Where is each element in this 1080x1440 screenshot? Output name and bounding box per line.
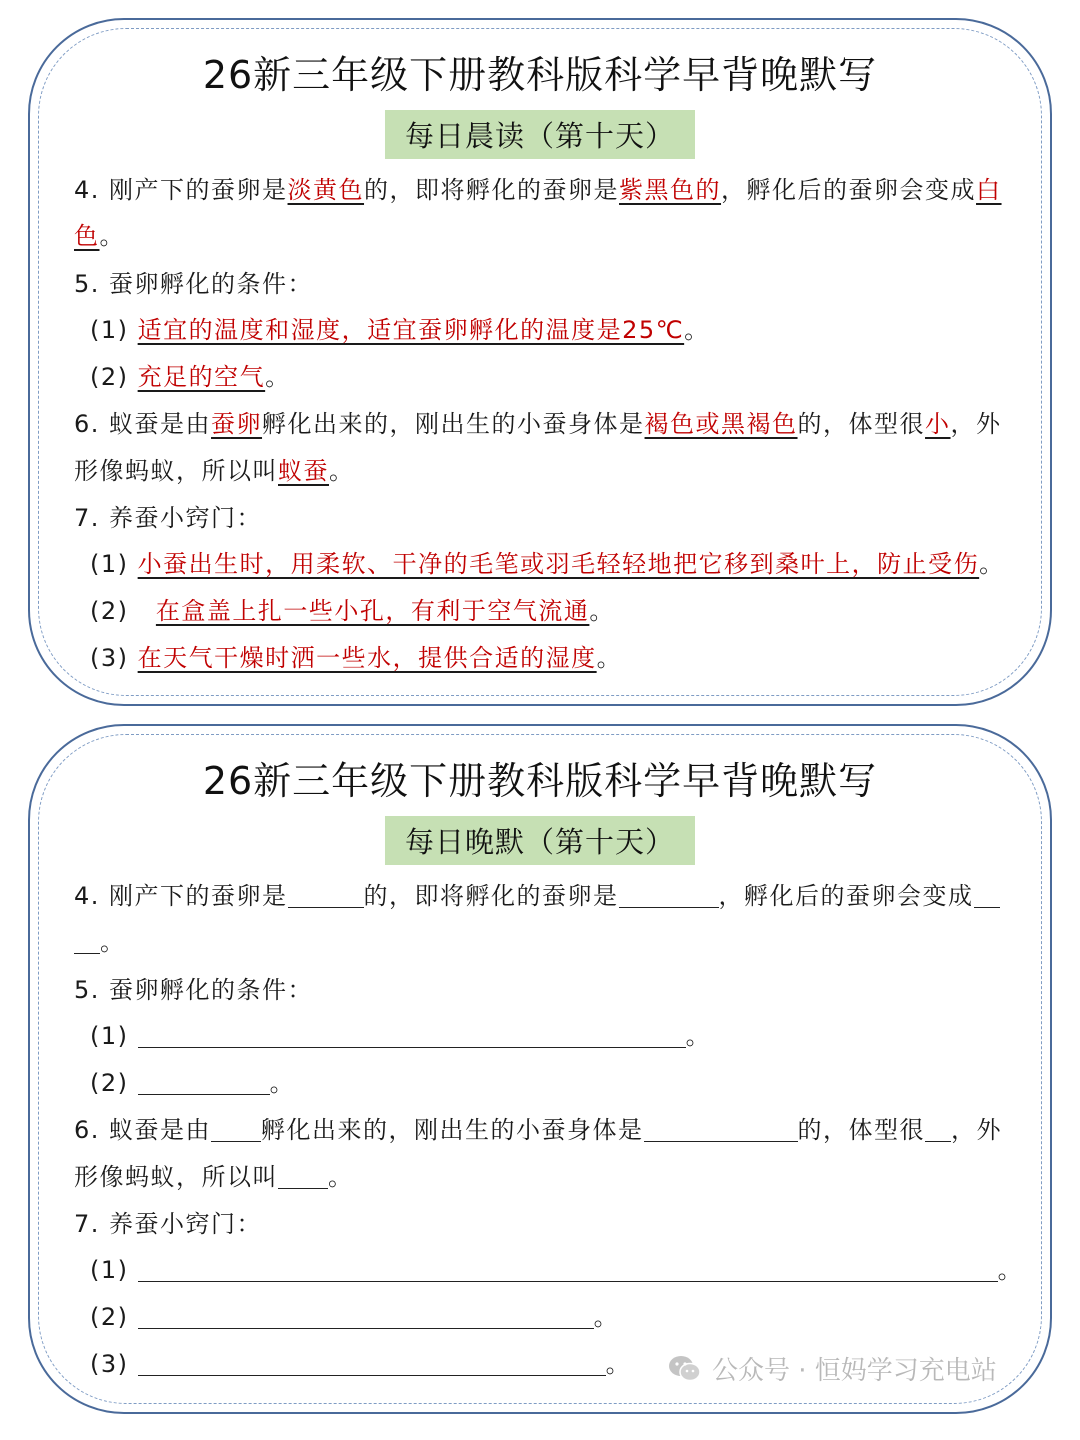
evening-q7: 7. 养蚕小窍门： [74,1210,263,1238]
evening-q5-item2: (2) 。 [90,1069,296,1097]
answer-blank[interactable] [925,1115,951,1142]
morning-q4-line2: 色。 [74,222,125,250]
morning-q5-item1: (1) 适宜的温度和湿度，适宜蚕卵孵化的温度是25℃。 [90,316,710,344]
answer: 在天气干燥时洒一些水，提供合适的湿度 [137,644,597,672]
evening-q7-item2: (2) 。 [90,1303,620,1331]
answer-blank[interactable] [138,1068,270,1095]
answer: 紫黑色的 [619,176,722,204]
evening-q5: 5. 蚕卵孵化的条件： [74,976,314,1004]
answer: 褐色或黑褐色 [644,410,798,438]
answer-blank[interactable] [974,881,1000,908]
answer: 色 [74,222,100,250]
answer-blank[interactable] [74,927,100,954]
answer: 小 [925,410,951,438]
morning-q6-line2: 形像蚂蚁，所以叫蚁蚕。 [74,457,355,485]
morning-q7-item1: (1) 小蚕出生时，用柔软、干净的毛笔或羽毛轻轻地把它移到桑叶上，防止受伤。 [90,550,1005,578]
evening-title: 26新三年级下册教科版科学早背晚默写 [202,759,878,803]
answer-blank[interactable] [138,1302,594,1329]
morning-q7-item3: (3) 在天气干燥时洒一些水，提供合适的湿度。 [90,644,623,672]
answer: 小蚕出生时，用柔软、干净的毛笔或羽毛轻轻地把它移到桑叶上，防止受伤 [137,550,980,578]
evening-q7-item3: (3) 。 [90,1350,632,1378]
answer: 充足的空气 [137,363,266,391]
morning-q6-line1: 6. 蚁蚕是由蚕卵孵化出来的，刚出生的小蚕身体是褐色或黑褐色的，体型很小，外 [74,410,1002,438]
answer: 淡黄色 [287,176,365,204]
answer-blank[interactable] [288,881,364,908]
answer: 在盒盖上扎一些小孔，有利于空气流通 [155,597,590,625]
wechat-icon [668,1354,702,1384]
answer-blank[interactable] [138,1021,686,1048]
evening-q6-line1: 6. 蚁蚕是由 孵化出来的，刚出生的小蚕身体是 的，体型很 ，外 [74,1116,1003,1144]
watermark [668,1350,997,1387]
answer-blank[interactable] [211,1115,261,1142]
answer: 白 [976,176,1002,204]
answer-blank[interactable] [278,1162,328,1189]
watermark-text: 公众号 · 恒妈学习充电站 [712,1356,997,1386]
morning-q7-item2: (2) 在盒盖上扎一些小孔，有利于空气流通。 [90,597,615,625]
answer-blank[interactable] [138,1255,998,1282]
answer: 蚁蚕 [278,457,329,485]
evening-q4-line2: 。 [74,922,126,957]
morning-subtitle: 每日晨读（第十天） [385,110,695,159]
answer-blank[interactable] [138,1349,606,1376]
evening-q7-item1: (1) 。 [90,1256,1024,1284]
morning-q5-item2: (2) 充足的空气。 [90,363,291,391]
answer-blank[interactable] [644,1115,798,1142]
evening-subtitle: 每日晚默（第十天） [385,816,695,865]
morning-q5: 5. 蚕卵孵化的条件： [74,270,314,298]
morning-q4-line1: 4. 刚产下的蚕卵是淡黄色的，即将孵化的蚕卵是紫黑色的，孵化后的蚕卵会变成白 [74,176,1002,204]
answer: 蚕卵 [211,410,263,438]
evening-q4-line1: 4. 刚产下的蚕卵是 的，即将孵化的蚕卵是 ，孵化后的蚕卵会变成 [74,876,1000,911]
evening-q6-line2: 形像蚂蚁，所以叫 。 [74,1163,354,1191]
evening-q5-item1: (1) 。 [90,1022,712,1050]
morning-q7: 7. 养蚕小窍门： [74,504,263,532]
answer: 适宜的温度和湿度，适宜蚕卵孵化的温度是25℃ [137,316,685,344]
morning-title: 26新三年级下册教科版科学早背晚默写 [202,53,878,97]
answer-blank[interactable] [619,881,719,908]
